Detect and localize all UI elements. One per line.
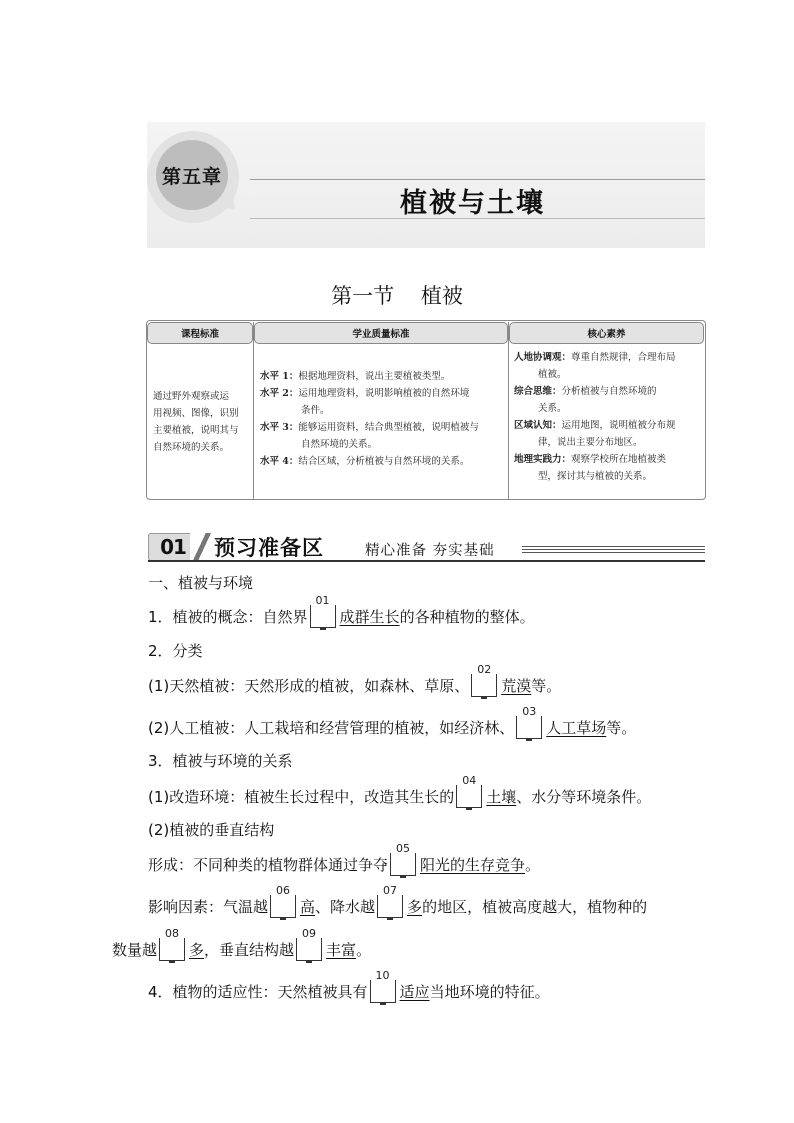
blank-box: 09 [296, 938, 322, 961]
answer: 成群生长 [339, 608, 400, 626]
section-number: 第一节 [331, 284, 395, 308]
quality-text: 水平 1：根据地理资料，说出主要植被类型。 水平 2：运用地理资料，说明影响植被的自然环境 条件。 水平 3：能够运用资料，结合典型植被，说明植被与 自然环境的关系。 水平 4：结合区域，分析植被与自然环境的关系。 [260, 371, 479, 467]
answer: 阳光的生存竞争 [420, 856, 526, 874]
blank-box: 02 [471, 674, 497, 697]
answer: 荒漠 [501, 677, 532, 695]
blank-box: 01 [310, 605, 336, 628]
column-divider [508, 322, 509, 499]
heading-vegetation-environment: 一、植被与环境 [148, 574, 254, 592]
preview-section-slash [190, 533, 212, 561]
adaptability-line: 4．植物的适应性：天然植被具有 10 适应当地环境的特征。 [148, 980, 550, 1003]
curriculum-text: 通过野外观察或运 用视频、图像，识别 主要植被，说明其与 自然环境的关系。 [153, 391, 239, 453]
chapter-badge: 第五章 [156, 140, 228, 210]
header-rule [148, 560, 705, 562]
modify-environment-line: (1)改造环境：植被生长过程中，改造其生长的 04 土壤、水分等环境条件。 [148, 785, 651, 808]
artificial-vegetation-line: (2)人工植被：人工栽培和经营管理的植被，如经济林、 03 人工草场等。 [148, 716, 636, 739]
answer: 多 [407, 898, 423, 916]
chapter-title: 植被与土壤 [400, 188, 545, 219]
blank-box: 10 [370, 980, 396, 1003]
column-divider [253, 322, 254, 499]
section-title [0, 280, 794, 310]
blank-box: 07 [377, 895, 403, 918]
preview-section-title: 预习准备区 [214, 536, 324, 560]
answer: 适应 [399, 983, 430, 1001]
answer: 多 [189, 941, 205, 959]
header-quality: 学业质量标准 [254, 322, 508, 344]
section-name: 植被 [420, 284, 463, 308]
factors-line: 影响因素：气温越 06 高、降水越 07 多的地区，植被高度越大，植物种的 [148, 895, 647, 918]
answer: 人工草场 [546, 719, 607, 737]
natural-vegetation-line: (1)天然植被：天然形成的植被，如森林、草原、 02 荒漠等。 [148, 674, 561, 697]
blank-box: 06 [270, 895, 296, 918]
answer: 丰富 [326, 941, 357, 959]
blank-box: 08 [159, 938, 185, 961]
banner-rule-top [250, 179, 705, 180]
concept-line: 1．植被的概念：自然界 01 成群生长的各种植物的整体。 [148, 605, 535, 628]
literacy-text: 人地协调观：尊重自然规律，合理布局 植被。 综合思维：分析植被与自然环境的 关系。 区域认知：运用地图，说明植被分布规 律，说出主要分布地区。 地理实践力：观察学校所在地植被类 型，探讨其与植被的关系。 [514, 352, 676, 482]
factors-line-continued: 数量越 08 多，垂直结构越 09 丰富。 [112, 938, 371, 961]
preview-section-number: 01 [148, 533, 198, 561]
header-literacy: 核心素养 [509, 322, 704, 344]
classification-heading: 2．分类 [148, 642, 203, 660]
blank-box: 05 [390, 853, 416, 876]
relationship-heading: 3．植被与环境的关系 [148, 752, 293, 770]
header-hatch [522, 546, 705, 555]
blank-box: 03 [516, 716, 542, 739]
formation-line: 形成：不同种类的植物群体通过争夺 05 阳光的生存竞争。 [148, 853, 540, 876]
answer: 高 [300, 898, 316, 916]
preview-section-subtitle: 精心准备 夯实基础 [365, 543, 495, 559]
header-curriculum: 课程标准 [147, 322, 253, 344]
vertical-structure-heading: (2)植被的垂直结构 [148, 821, 275, 839]
answer: 土壤 [486, 788, 517, 806]
blank-box: 04 [456, 785, 482, 808]
standards-table [146, 320, 706, 500]
